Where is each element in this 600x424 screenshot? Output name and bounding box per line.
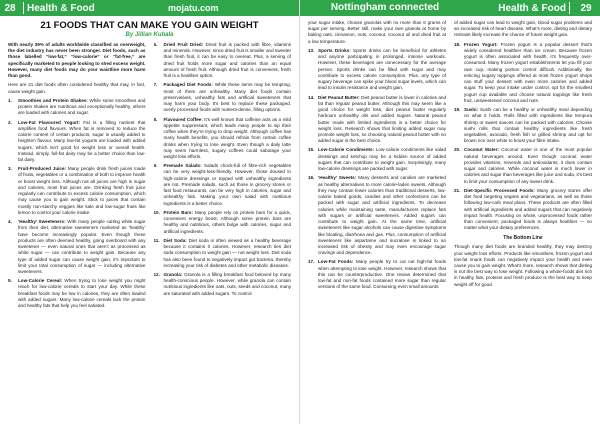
list-item — [154, 117, 292, 161]
list-item — [8, 278, 146, 309]
item-heading: Low-Fat Flavoured Yogurt: — [18, 119, 80, 125]
list-item — [154, 272, 292, 297]
list-item — [154, 163, 292, 207]
item-heading: Dried Fruit Dried: — [163, 42, 204, 47]
list-item — [154, 238, 292, 269]
item-text: Diet peanut butter is lower in calories and fat than regular peanut butter. Although this may seem like a good choice for weight loss, diet peanut butter regularly harbours unhealthy oils and added sugars. Natural peanut butter made with limited ingredients is a better choice for weight loss. Research shows that limiting added sugar may promote weight loss, so choosing natural peanut butter with no added sugar is the best choice. — [318, 94, 446, 144]
right-header-group — [498, 0, 596, 16]
article-title: 21 FOODS THAT CAN MAKE YOU GAIN WEIGHT — [40, 20, 259, 31]
item-number: 11. — [153, 237, 160, 243]
item-number: 16. — [308, 175, 315, 181]
item-number: 8. — [153, 116, 158, 122]
left-columns — [8, 42, 291, 420]
bottom-line-paragraph: Though many diet foods are branded healthy, they may destroy your weight loss efforts. Products like smoothies, frozen yogurt and low-fat snack foods can negatively impact your health and even cause you to gain weight. What’s more, research shows that dieting is not the best way to lose weight. Following a whole-foods diet rich in healthy fats, proteins and fresh produce is the best way to keep weight off for good. — [454, 244, 592, 287]
item-number: 7. — [153, 82, 158, 88]
item-heading: Diet Soda: — [163, 237, 187, 243]
food-list — [8, 98, 146, 310]
item-text: Salads chock-full of fibre-rich vegetables can be very weight-loss-friendly. However, those doused in high-calorie dressings or topped with unhealthy ingredients are not. Premade salads, such as those in grocery stores or fast food restaurants, can be very high in calories, sugar and unhealthy fats. Making your own salad with nutritious ingredients is a better choice. — [163, 163, 291, 206]
lead-paragraph: Here are 21 diet foods often considered healthy that may, in fact, cause weight gain. — [8, 82, 146, 94]
item-heading: Sushi: — [464, 107, 479, 113]
item-text: Sushi can be a healthy or unhealthy meal depending on what it holds. Rolls filled with ingredients like tempura shrimp or sweet sauces can be packed with calories. Choose sushi rolls that contain healthy ingredients like fresh vegetables, avocado, fresh fish or grilled shrimp and opt for brown rice over white to boost your fibre intake. — [464, 107, 592, 144]
item-number: 15. — [308, 147, 315, 153]
header-divider — [23, 2, 24, 14]
food-list — [154, 42, 292, 297]
article-byline: By Jillian Kubala — [125, 32, 174, 38]
item-heading: Smoothies and Protein Shakes: — [18, 97, 88, 103]
item-number: 9. — [153, 163, 158, 169]
list-item — [154, 82, 292, 113]
item-number: 6. — [153, 42, 158, 47]
intro-paragraph: With nearly 39% of adults worldwide classified as overweight, the diet industry has never been stronger. Diet foods, such as those labelled “low-fat,” “low-calorie” or “fat-free,” are specifically marketed to people looking to shed excess weight. However, many diet foods may do your waistline more harm than good. — [8, 42, 146, 79]
left-section-title: Health & Food — [27, 2, 95, 14]
item-heading: Diet Peanut Butter: — [318, 94, 360, 100]
item-text: Many desserts and candies are marketed as healthy alternatives to more calorie-laden sweets. Although they may contain fewer calories than traditional desserts, low-calorie baked goods, candies and other confections can be packed with sugar and artificial ingredients. To decrease calories while maintaining taste, manufacturers replace fats with sugars or artificial sweeteners. Added sugars can contribute to weight gain. At the same time, artificial sweeteners like sugar alcohols can cause digestive symptoms like bloating, diarrhoea and gas. Plus, consumption of artificial sweeteners like aspartame and sucralose is linked to an increased risk of obesity and may even encourage sugar cravings and dependence. — [318, 175, 446, 256]
list-item — [454, 147, 592, 184]
left-page-number: 28 — [4, 2, 16, 14]
item-text: Many people drink fresh juices made of fruits, vegetables or a combination of both to improve health or boost weight loss. Although not all juices are high in sugar and calories, most fruit juices are. Drinking fresh fruit juice regularly can contribute to excess calorie consumption, which may cause you to gain weight. Stick to juices that contain mostly non-starchy veggies like kale and low-sugar fruits like lemon to control your calorie intake. — [18, 166, 146, 215]
item-heading: Low-Calorie Cereal: — [18, 278, 63, 284]
item-heading: Frozen Yogurt: — [464, 41, 498, 47]
continued-paragraph: of added sugar can lead to weight gain, blood sugar problems and an increased risk of heart disease. What’s more, dieting and dietary restraint likely increase the chance of future weight gain. — [454, 20, 592, 38]
item-text: Many grocery stores offer diet food targeting vegans and vegetarians, as well as those following low-carb meal plans. These products are often filled with artificial ingredients and added sugars that can negatively impact health. Focusing on whole, unprocessed foods rather than convenient, packaged foods is always healthier — no matter what your dietary preferences. — [464, 187, 592, 231]
item-text: Many people rely on protein bars for a quick, convenient energy boost. Although some protein bars are healthy and nutritious, others bulge with calories, sugar and artificial ingredients. — [163, 209, 291, 234]
item-text: Coconut water is one of the most popular natural beverages around. Even though coconut water provides vitamins, minerals and antioxidants, it does contain sugar and calories. While coconut water is much lower in calories and sugar than beverages like juice and soda, it’s best to limit your consumption of any sweet drink. — [464, 147, 592, 184]
item-heading: Sports Drinks: — [318, 47, 351, 53]
item-text: Granola is a filling breakfast food beloved by many health-conscious people. However, while granola can contain nutritious ingredients like oats, nuts, seeds and coconut, many are saturated with added sugars. To control — [163, 271, 291, 296]
item-number: 13. — [308, 47, 315, 53]
item-number: 14. — [308, 94, 315, 100]
list-item — [308, 259, 446, 290]
left-column-2 — [154, 42, 292, 420]
brand-logo — [168, 0, 219, 16]
list-item — [454, 42, 592, 104]
brand-suffix: .com — [197, 3, 219, 13]
food-list — [308, 48, 446, 291]
item-number: 1. — [8, 97, 12, 103]
list-item — [308, 48, 446, 92]
bottom-line-heading: The Bottom Line — [503, 234, 543, 241]
item-heading: Protein Bars: — [163, 209, 194, 215]
item-number: 4. — [8, 219, 12, 225]
magazine-name: Nottingham connected — [330, 2, 440, 13]
brand-name: mojatu — [168, 3, 198, 13]
right-page-number: 29 — [580, 2, 592, 14]
item-text: It’s well known that caffeine acts as a mild appetite suppressant, which leads many people to sip their coffee when they’re trying to drop weight. Although coffee has many health benefits, you should refrain from certain coffee drinks when trying to lose weight. Even though a daily latte may seem harmless, sugary coffees could sabotage your weight loss efforts. — [163, 116, 291, 159]
item-text: Low-calorie condiments like salad dressings and ketchup may be a hidden source of added sugars that can contribute to weight gain. Surprisingly, many low-calorie dressings are packed with sugar. — [318, 147, 446, 172]
right-page — [300, 0, 600, 424]
item-number: 5. — [8, 278, 12, 284]
list-item — [154, 210, 292, 235]
list-item — [154, 42, 292, 79]
item-heading: Low-Fat Foods: — [318, 259, 354, 265]
list-item — [8, 98, 146, 117]
right-section-title: Health & Food — [498, 2, 566, 14]
item-text: Frozen yogurt is a popular dessert that’s widely considered healthier than ice cream. Because frozen yogurt is often associated with health, it’s frequently over-consumed. Many frozen yogurt establishments let you fill your own cup, making portion control difficult. Additionally, the enticing sugary toppings offered at most frozen yogurt shops can stuff your dessert with even more calories and added sugar. To keep your intake under control, opt for the smallest yogurt cup available and choose natural toppings like fresh fruit, unsweetened coconut and nuts. — [464, 41, 592, 103]
list-item — [308, 147, 446, 172]
item-text: Diet soda is often viewed as a healthy beverage because it contains 0 calories. However, research ties diet soda consumption to weight gain — not weight loss. Diet soda has also been found to negatively impact gut bacteria, thereby increasing your risk of diabetes and other metabolic diseases. — [163, 237, 291, 268]
item-text: When trying to lose weight you might reach for low-calorie cereals to start your day. While these breakfast foods may be low in calories, they are often loaded with added sugars. Many low-calorie cereals lack the protein and healthy fats that help you feel satiated. — [18, 278, 146, 309]
item-text: While these items may be tempting, most of them are unhealthy. Many diet foods contain preservatives, unhealthy fats and artificial sweeteners that may harm your body. It’s best to replace these packaged, overly processed foods with nutrient-dense, filling options. — [163, 82, 291, 113]
list-item — [454, 107, 592, 144]
left-column-1 — [8, 42, 146, 420]
item-heading: Low-Calorie Condiments: — [318, 147, 375, 153]
item-number: 10. — [153, 209, 160, 215]
item-number: 2. — [8, 119, 12, 125]
item-text: With many people cutting white sugar from their diet, alternative sweeteners marketed as ‘healthy’ have become increasingly popular. Even though these products are often deemed healthy, going overboard with any sweetener — even natural ones that aren’t as processed as white sugar — can contribute to weight gain. Because any type of added sugar can cause weight gain, it’s important to limit your total consumption of sugar — including alternative sweeteners. — [18, 219, 146, 274]
right-column-1 — [308, 20, 446, 420]
right-header-bar — [300, 0, 600, 16]
list-item — [8, 166, 146, 216]
item-text: Sports drinks can be beneficial for athletes and anyone participating in prolonged, intense workouts. However, these beverages are unnecessary for the average person. Sports drinks can be filled with sugar and may contribute to excess calorie consumption. Plus, any type of sugary beverage can spike your blood sugar levels, which can lead to insulin resistance and weight gain. — [318, 47, 446, 91]
item-text: Many people try to cut out high-fat foods when attempting to lose weight. However, research shows that this can be counterproductive. One review determined that low-fat and non-fat foods contained more sugar than regular versions of the same food. Consuming even small amounts — [318, 259, 446, 290]
list-item — [8, 120, 146, 164]
header-divider — [569, 2, 570, 14]
food-list — [454, 42, 592, 232]
item-number: 20. — [454, 147, 461, 153]
item-number: 17. — [308, 259, 315, 265]
list-item — [308, 95, 446, 145]
right-columns — [308, 20, 592, 420]
left-header-bar — [0, 0, 299, 16]
continued-paragraph: your sugar intake, choose granolas with no more than 6 grams of sugar per serving. Better still, make your own granola at home by baking oats, cinnamon, nuts, coconut, coconut oil and dried fruit at a low temperature. — [308, 20, 446, 44]
item-heading: Coconut Water: — [464, 147, 500, 153]
item-number: 19. — [454, 107, 461, 113]
item-heading: Premade Salads: — [163, 163, 202, 169]
item-text: Fat is a filling nutrient that amplifies food flavours. When fat is removed to reduce the calorie content of certain products, sugar is usually added to heighten flavour. Many low-fat yogurts are loaded with added sugars, which isn’t good for weight loss or overall health. Instead, simply, full-fat dairy may be a better choice than low-fat dairy. — [18, 119, 146, 162]
item-heading: Packaged Diet Foods: — [163, 82, 213, 88]
item-heading: Diet-Specific Processed Foods: — [464, 187, 535, 193]
item-heading: Granola: — [163, 271, 183, 277]
list-item — [454, 188, 592, 232]
item-heading: ‘Healthy’ Sweets: — [318, 175, 357, 181]
item-heading: ‘Healthy’ Sweeteners: — [18, 219, 66, 225]
item-number: 12. — [153, 271, 160, 277]
item-number: 21. — [454, 187, 461, 193]
item-number: 3. — [8, 166, 12, 172]
item-heading: Fruit-Produced Juice: — [18, 166, 67, 172]
item-text: Dried fruit is packed with fibre, vitamins and minerals. However, since dried fruit is smaller and sweeter than fresh fruit, it can be easy to overeat. Plus, a serving of dried fruit holds more sugar and calories than an equal amount of fresh fruit. Although dried fruit is convenient, fresh fruit is a healthier option. — [163, 42, 291, 79]
item-number: 18. — [454, 41, 461, 47]
list-item — [8, 219, 146, 275]
item-heading: Flavoured Coffee: — [163, 116, 203, 122]
item-text: While some smoothies and protein shakes are nutritious and exceptionally healthy, others are loaded with calories and sugar. — [18, 97, 146, 116]
list-item — [308, 175, 446, 256]
right-column-2 — [454, 20, 592, 420]
